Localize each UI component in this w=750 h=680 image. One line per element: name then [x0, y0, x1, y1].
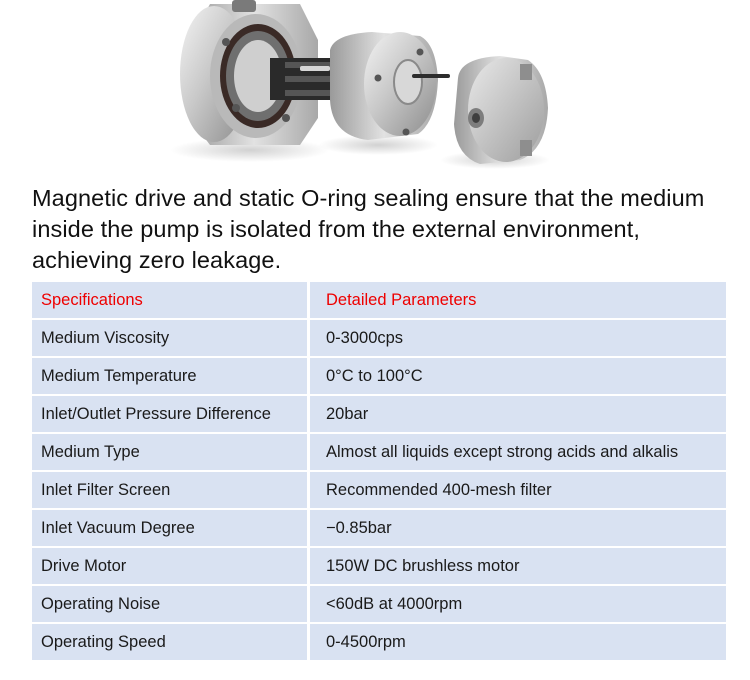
table-row — [32, 396, 726, 434]
spec-name: Inlet Vacuum Degree — [32, 510, 310, 548]
spec-value: <60dB at 4000rpm — [310, 586, 726, 624]
spec-value: 20bar — [310, 396, 726, 434]
spec-name: Inlet/Outlet Pressure Difference — [32, 396, 310, 434]
spec-value: Almost all liquids except strong acids and alkalis — [310, 434, 726, 472]
spec-value: −0.85bar — [310, 510, 726, 548]
header-detailed-parameters: Detailed Parameters — [310, 282, 726, 320]
header-specifications: Specifications — [32, 282, 310, 320]
table-header-row — [32, 282, 726, 320]
spec-name: Operating Noise — [32, 586, 310, 624]
spec-value: 0-4500rpm — [310, 624, 726, 662]
pump-middle-body — [318, 32, 450, 155]
spec-name: Medium Type — [32, 434, 310, 472]
specifications-table — [32, 282, 726, 662]
pump-components-photo — [0, 0, 750, 180]
spec-name: Medium Temperature — [32, 358, 310, 396]
spec-name: Inlet Filter Screen — [32, 472, 310, 510]
table-row — [32, 586, 726, 624]
spec-value: 0-3000cps — [310, 320, 726, 358]
spec-value: Recommended 400-mesh filter — [310, 472, 726, 510]
table-row — [32, 548, 726, 586]
product-description: Magnetic drive and static O-ring sealing ensure that the medium inside the pump is isolated from the external environment, achieving zero leakage. — [32, 185, 705, 273]
table-row — [32, 624, 726, 662]
spec-value: 0°C to 100°C — [310, 358, 726, 396]
table-row — [32, 434, 726, 472]
spec-value: 150W DC brushless motor — [310, 548, 726, 586]
table-row — [32, 320, 726, 358]
magnetic-rotor — [270, 58, 336, 100]
spec-name: Operating Speed — [32, 624, 310, 662]
table-row — [32, 358, 726, 396]
table-row — [32, 510, 726, 548]
pump-end-cap — [440, 56, 550, 169]
spec-name: Medium Viscosity — [32, 320, 310, 358]
spec-name: Drive Motor — [32, 548, 310, 586]
table-row — [32, 472, 726, 510]
